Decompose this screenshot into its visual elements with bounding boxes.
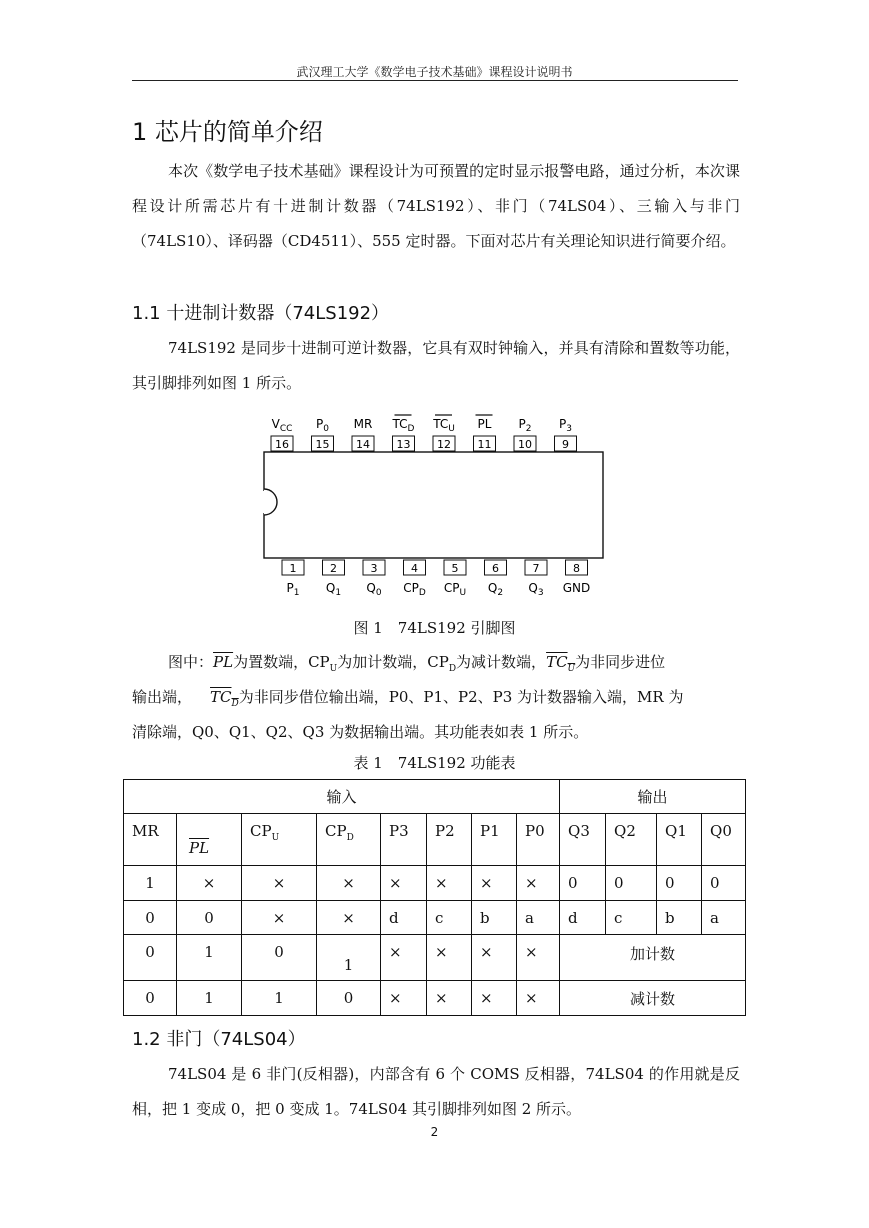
pin-number: 10 [518, 438, 532, 451]
col-q2: Q2 [606, 814, 657, 866]
pin-16 [271, 417, 293, 452]
group-output: 输出 [560, 780, 746, 814]
col-mr: MR [124, 814, 177, 866]
pin-14 [352, 417, 374, 452]
pin-label: $Q_2$ [487, 581, 504, 598]
pin-number: 5 [451, 562, 459, 575]
cell: × [517, 935, 560, 981]
col-q3: Q3 [560, 814, 606, 866]
cell: a [517, 901, 560, 935]
cell: × [381, 935, 427, 981]
col-pl: $\overline{PL}$ [177, 814, 242, 866]
cell: 0 [124, 981, 177, 1016]
ic-pinout-diagram [262, 412, 607, 600]
pin-label: $Q_3$ [528, 581, 544, 598]
section-1-2-title: 1.2 非门（74LS04） [132, 1029, 306, 1050]
pin-number: 3 [370, 562, 378, 575]
pin-label: PL [477, 417, 492, 431]
cell: c [427, 901, 472, 935]
pin-label: $TC_U$ [433, 417, 455, 434]
cell-count-down: 减计数 [560, 981, 746, 1016]
col-q0: Q0 [702, 814, 746, 866]
cell: × [317, 901, 381, 935]
cell: c [606, 901, 657, 935]
pin-label: GND [562, 581, 591, 595]
cell: 1 [124, 866, 177, 901]
cell: 0 [317, 981, 381, 1016]
pin-label: $V_{CC}$ [271, 417, 293, 434]
section-1-1-title: 1.1 十进制计数器（74LS192） [132, 303, 390, 324]
pin-number: 2 [330, 562, 337, 575]
col-cpu: $CP_U$ [242, 814, 317, 866]
group-input: 输入 [124, 780, 560, 814]
pin-number: 14 [356, 438, 370, 451]
cell: 0 [702, 866, 746, 901]
cell: a [702, 901, 746, 935]
cell: × [427, 866, 472, 901]
col-cpd: $CP_D$ [317, 814, 381, 866]
pin-7 [525, 560, 547, 598]
cell: 0 [242, 935, 317, 981]
cell: × [381, 866, 427, 901]
table-row [124, 981, 746, 1016]
pin-description-line-2: 输出端， $TC_D$为非同步借位输出端，P0、P1、P2、P3 为计数器输入端，MR 为 [132, 688, 684, 709]
header-rule [132, 80, 738, 81]
pin-label: $CP_D$ [403, 581, 426, 598]
cell: × [517, 981, 560, 1016]
table-1-caption: 表 1 74LS192 功能表 [353, 754, 516, 772]
pin-number: 13 [396, 438, 411, 451]
pin-5 [444, 560, 466, 598]
cell: × [427, 981, 472, 1016]
cell: b [657, 901, 702, 935]
cell: 1 [177, 981, 242, 1016]
pin-6 [485, 560, 507, 598]
pin-number: 6 [492, 562, 499, 575]
pin-label: $Q_1$ [325, 581, 342, 598]
pin-number: 16 [275, 438, 289, 451]
cell: × [381, 981, 427, 1016]
pin-description-line-1: 图中：$\overline{PL}$为置数端，$CP_U$为加计数端，$CP_D$为减计数端，$TC_U$为非同步进位 [168, 653, 666, 674]
pin-8 [563, 560, 591, 595]
section-1-2-paragraph: 74LS04 是 6 非门(反相器)，内部含有 6 个 COMS 反相器，74LS04 的作用就是反相，把 1 变成 0，把 0 变成 1。74LS04 其引脚排列如图 2 所示。 [132, 1065, 740, 1118]
pin-15 [312, 417, 334, 452]
pin-label: $P_1$ [286, 581, 300, 598]
col-p0: P0 [517, 814, 560, 866]
cell: d [381, 901, 427, 935]
table-group-header [124, 780, 746, 814]
function-table [123, 779, 746, 1016]
cell: × [317, 866, 381, 901]
pin-description-line-3: 清除端，Q0、Q1、Q2、Q3 为数据输出端。其功能表如表 1 所示。 [132, 723, 589, 741]
table-row [124, 866, 746, 901]
table-column-header [124, 814, 746, 866]
cell: 1 [177, 935, 242, 981]
pin-number: 4 [411, 562, 418, 575]
cell: × [427, 935, 472, 981]
chip-body [264, 452, 603, 558]
pin-1 [282, 560, 304, 598]
table-row [124, 935, 746, 981]
pin-label: $CP_U$ [443, 581, 467, 598]
cell: × [177, 866, 242, 901]
section-1-paragraph: 本次《数学电子技术基础》课程设计为可预置的定时显示报警电路，通过分析，本次课程设计所需芯片有十进制计数器（74LS192）、非门（74LS04）、三输入与非门（74LS10）、译码器（CD4511）、555 定时器。下面对芯片有关理论知识进行简要介绍。 [132, 162, 740, 250]
pin-number: 7 [532, 562, 540, 575]
cell: × [242, 866, 317, 901]
cell: 0 [606, 866, 657, 901]
cell: 0 [177, 901, 242, 935]
table-row [124, 901, 746, 935]
pin-number: 12 [437, 438, 451, 451]
pin-12 [432, 415, 455, 452]
pin-label: $Q_0$ [366, 581, 382, 598]
cell: 0 [124, 935, 177, 981]
cell: 0 [657, 866, 702, 901]
cell: × [242, 901, 317, 935]
pin-number: 8 [573, 562, 580, 575]
cell: 1 [317, 935, 381, 981]
cell: × [517, 866, 560, 901]
pin-label: $P_3$ [559, 417, 572, 434]
page-number: 2 [430, 1125, 439, 1139]
cell: b [472, 901, 517, 935]
cell: × [472, 866, 517, 901]
figure-1-caption: 图 1 74LS192 引脚图 [353, 619, 516, 637]
cell: d [560, 901, 606, 935]
col-p1: P1 [472, 814, 517, 866]
pin-2 [323, 560, 345, 598]
cell: 0 [560, 866, 606, 901]
pin-label: $P_2$ [518, 417, 532, 434]
pin-3 [363, 560, 385, 598]
section-1-title: 1 芯片的简单介绍 [132, 118, 323, 146]
pin-9 [555, 417, 577, 452]
pin-number: 1 [289, 562, 297, 575]
cell: 0 [124, 901, 177, 935]
col-q1: Q1 [657, 814, 702, 866]
pin-number: 9 [562, 438, 569, 451]
pin-4 [403, 560, 426, 598]
pin-label: $TC_D$ [392, 417, 415, 434]
cell: × [472, 981, 517, 1016]
running-header: 武汉理工大学《数学电子技术基础》课程设计说明书 [296, 65, 573, 79]
section-1-1-paragraph: 74LS192 是同步十进制可逆计数器，它具有双时钟输入，并具有清除和置数等功能，其引脚排列如图 1 所示。 [132, 339, 740, 392]
pin-number: 11 [477, 438, 492, 451]
cell-count-up: 加计数 [560, 935, 746, 981]
col-p2: P2 [427, 814, 472, 866]
pin-11 [474, 415, 496, 452]
cell: 1 [242, 981, 317, 1016]
pin-13 [392, 415, 415, 452]
pin-number: 15 [315, 438, 330, 451]
pin-10 [514, 417, 536, 452]
cell: × [472, 935, 517, 981]
col-p3: P3 [381, 814, 427, 866]
pin-label: $P_0$ [316, 417, 329, 434]
pin-label: MR [353, 417, 373, 431]
